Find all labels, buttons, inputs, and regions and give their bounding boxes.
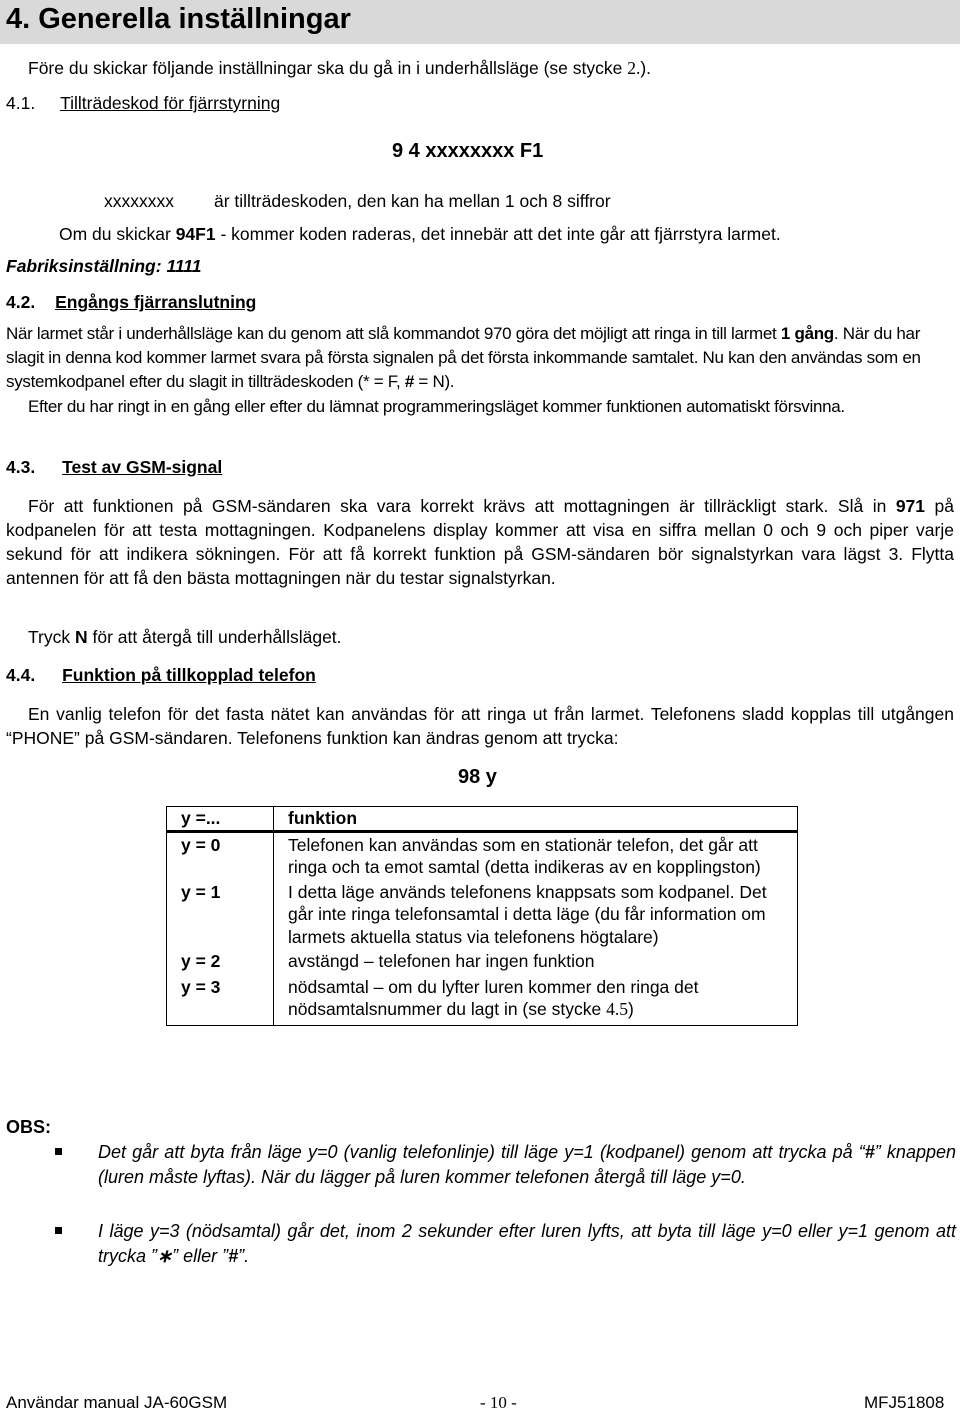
intro-text [28,58,651,79]
text-span: 971 [895,496,926,516]
text-span: ” eller ” [172,1246,229,1266]
section-4-3-paragraph [6,494,954,590]
text-span: ∗ [157,1246,173,1266]
table-header-cell: funktion [274,807,798,832]
footer-page-number: - 10 - [480,1393,517,1412]
table-row [167,831,798,881]
footer-document-code: MFJ51808 [864,1393,945,1412]
table-header-row [167,807,798,832]
text-span: I läge y=3 (nödsamtal) går det, inom 2 sekunder efter luren lyfts, att byta till läge y=0 eller y=1 genom att trycka ” [98,1221,956,1266]
text-span: 4.5 [606,999,628,1019]
obs-label: OBS: [6,1117,51,1137]
table-cell: y = 3 [167,976,274,1026]
section-4-2-paragraph-1 [6,322,954,394]
text-span: ) [627,999,634,1019]
section-4-4-heading [6,665,316,686]
section-number: 4.1. [6,93,36,113]
bullet-square-icon [55,1227,62,1234]
delete-before: Om du skickar [59,224,176,244]
text-span: # [228,1246,239,1266]
text-span: Det går att byta från läge y=0 (vanlig telefonlinje) till läge y=1 (kodpanel) genom att trycka på “ [98,1142,865,1162]
telephone-command: 98 y [458,766,497,788]
code-description: är tillträdeskoden, den kan ha mellan 1 och 8 siffror [214,191,611,211]
access-code-command: 9 4 xxxxxxxx F1 [392,140,544,162]
section-number: 4.3. [6,457,36,477]
factory-setting: Fabriksinställning: 1111 [6,256,202,276]
footer-manual-name: Användar manual JA-60GSM [6,1393,228,1412]
text-span: . När du har slagit in denna kod kommer larmet svara på första signalen på det första inkommande samtalet. Nu kan den användas som en systemkodpanel efter du slagit in tillträdeskoden (* = F, [6,324,921,391]
table-row [167,976,798,1026]
obs-item-1 [98,1140,956,1190]
text-span: # [404,372,414,391]
text-span: ”. [238,1246,250,1266]
section-4-2-paragraph-2: Efter du har ringt in en gång eller efter du lämnat programmeringsläget kommer funktionen automatiskt försvinna. [28,397,845,416]
text-span: ” knappen (luren måste lyftas). När du lägger på luren kommer telefonen återgå till läge y=0. [98,1142,956,1187]
table-cell: y = 2 [167,950,274,976]
text-span: # [864,1142,875,1162]
section-4-3-heading [6,457,222,478]
intro-after: ). [640,58,652,78]
section-number: 4.2. [6,292,36,312]
section-4-2-heading [6,292,256,313]
table-cell [274,976,798,1026]
page-title: 4. Generella inställningar [6,3,351,35]
section-number: 4.4. [6,665,36,685]
table-cell: I detta läge används telefonens knappsats som kodpanel. Det går inte ringa telefonsamtal i detta läge (du får information om larmets aktuella status via telefonens högtalare) [274,881,798,951]
delete-code: 94F1 [175,224,216,244]
delete-after: - kommer koden raderas, det innebär att det inte går att fjärrstyra larmet. [215,224,781,244]
text-span: för att återgå till underhållsläget. [87,627,342,647]
bullet-square-icon [55,1148,62,1155]
table-cell: Telefonen kan användas som en stationär telefon, det går att ringa och ta emot samtal (detta indikeras av en kopplingston) [274,831,798,881]
section-4-4-paragraph: En vanlig telefon för det fasta nätet kan användas för att ringa ut från larmet. Telefonens sladd kopplas till utgången “PHONE” på GSM-sändaren. Telefonens funktion kan ändras genom att trycka: [6,704,954,748]
delete-code-text [59,224,781,245]
table-cell: y = 1 [167,881,274,951]
telephone-function-table [166,806,798,1026]
intro-before: Före du skickar följande inställningar ska du gå in i underhållsläge (se stycke [28,58,628,78]
text-span: För att funktionen på GSM-sändaren ska vara korrekt krävs att mottagningen är tillräckligt stark. Slå in [28,496,896,516]
section-title: Tillträdeskod för fjärrstyrning [60,93,281,113]
text-span: När larmet står i underhållsläge kan du genom att slå kommandot 970 göra det möjligt att ringa in till larmet [6,324,781,343]
section-title: Test av GSM-signal [62,457,223,477]
text-span: = N). [414,372,455,391]
text-span: N [74,627,88,647]
text-span: 1 gång [780,324,834,343]
text-span: nödsamtal – om du lyfter luren kommer den ringa det nödsamtalsnummer du lagt in (se stycke [288,976,699,1019]
table-cell: avstängd – telefonen har ingen funktion [274,950,798,976]
section-title: Engångs fjärranslutning [55,292,257,312]
code-term: xxxxxxxx [104,191,174,211]
section-4-1-heading [6,93,280,114]
section-title: Funktion på tillkopplad telefon [62,665,316,685]
table-cell: y = 0 [167,831,274,881]
table-row [167,950,798,976]
intro-ref: 2. [627,58,641,78]
table-row [167,881,798,951]
text-span: Tryck [28,627,75,647]
table-header-cell: y =... [167,807,274,832]
press-n-text [28,627,342,648]
obs-item-2 [98,1219,956,1269]
text-span: på kodpanelen för att testa mottagningen. Kodpanelens display kommer att visa en siffra mellan 0 och 9 och piper varje sekund för att indikera sökningen. För att få korrekt funktion på GSM-sändaren bör signalstyrkan vara lägst 3. Flytta antennen för att få den bästa mottagningen när du testar signalstyrkan. [6,496,954,588]
